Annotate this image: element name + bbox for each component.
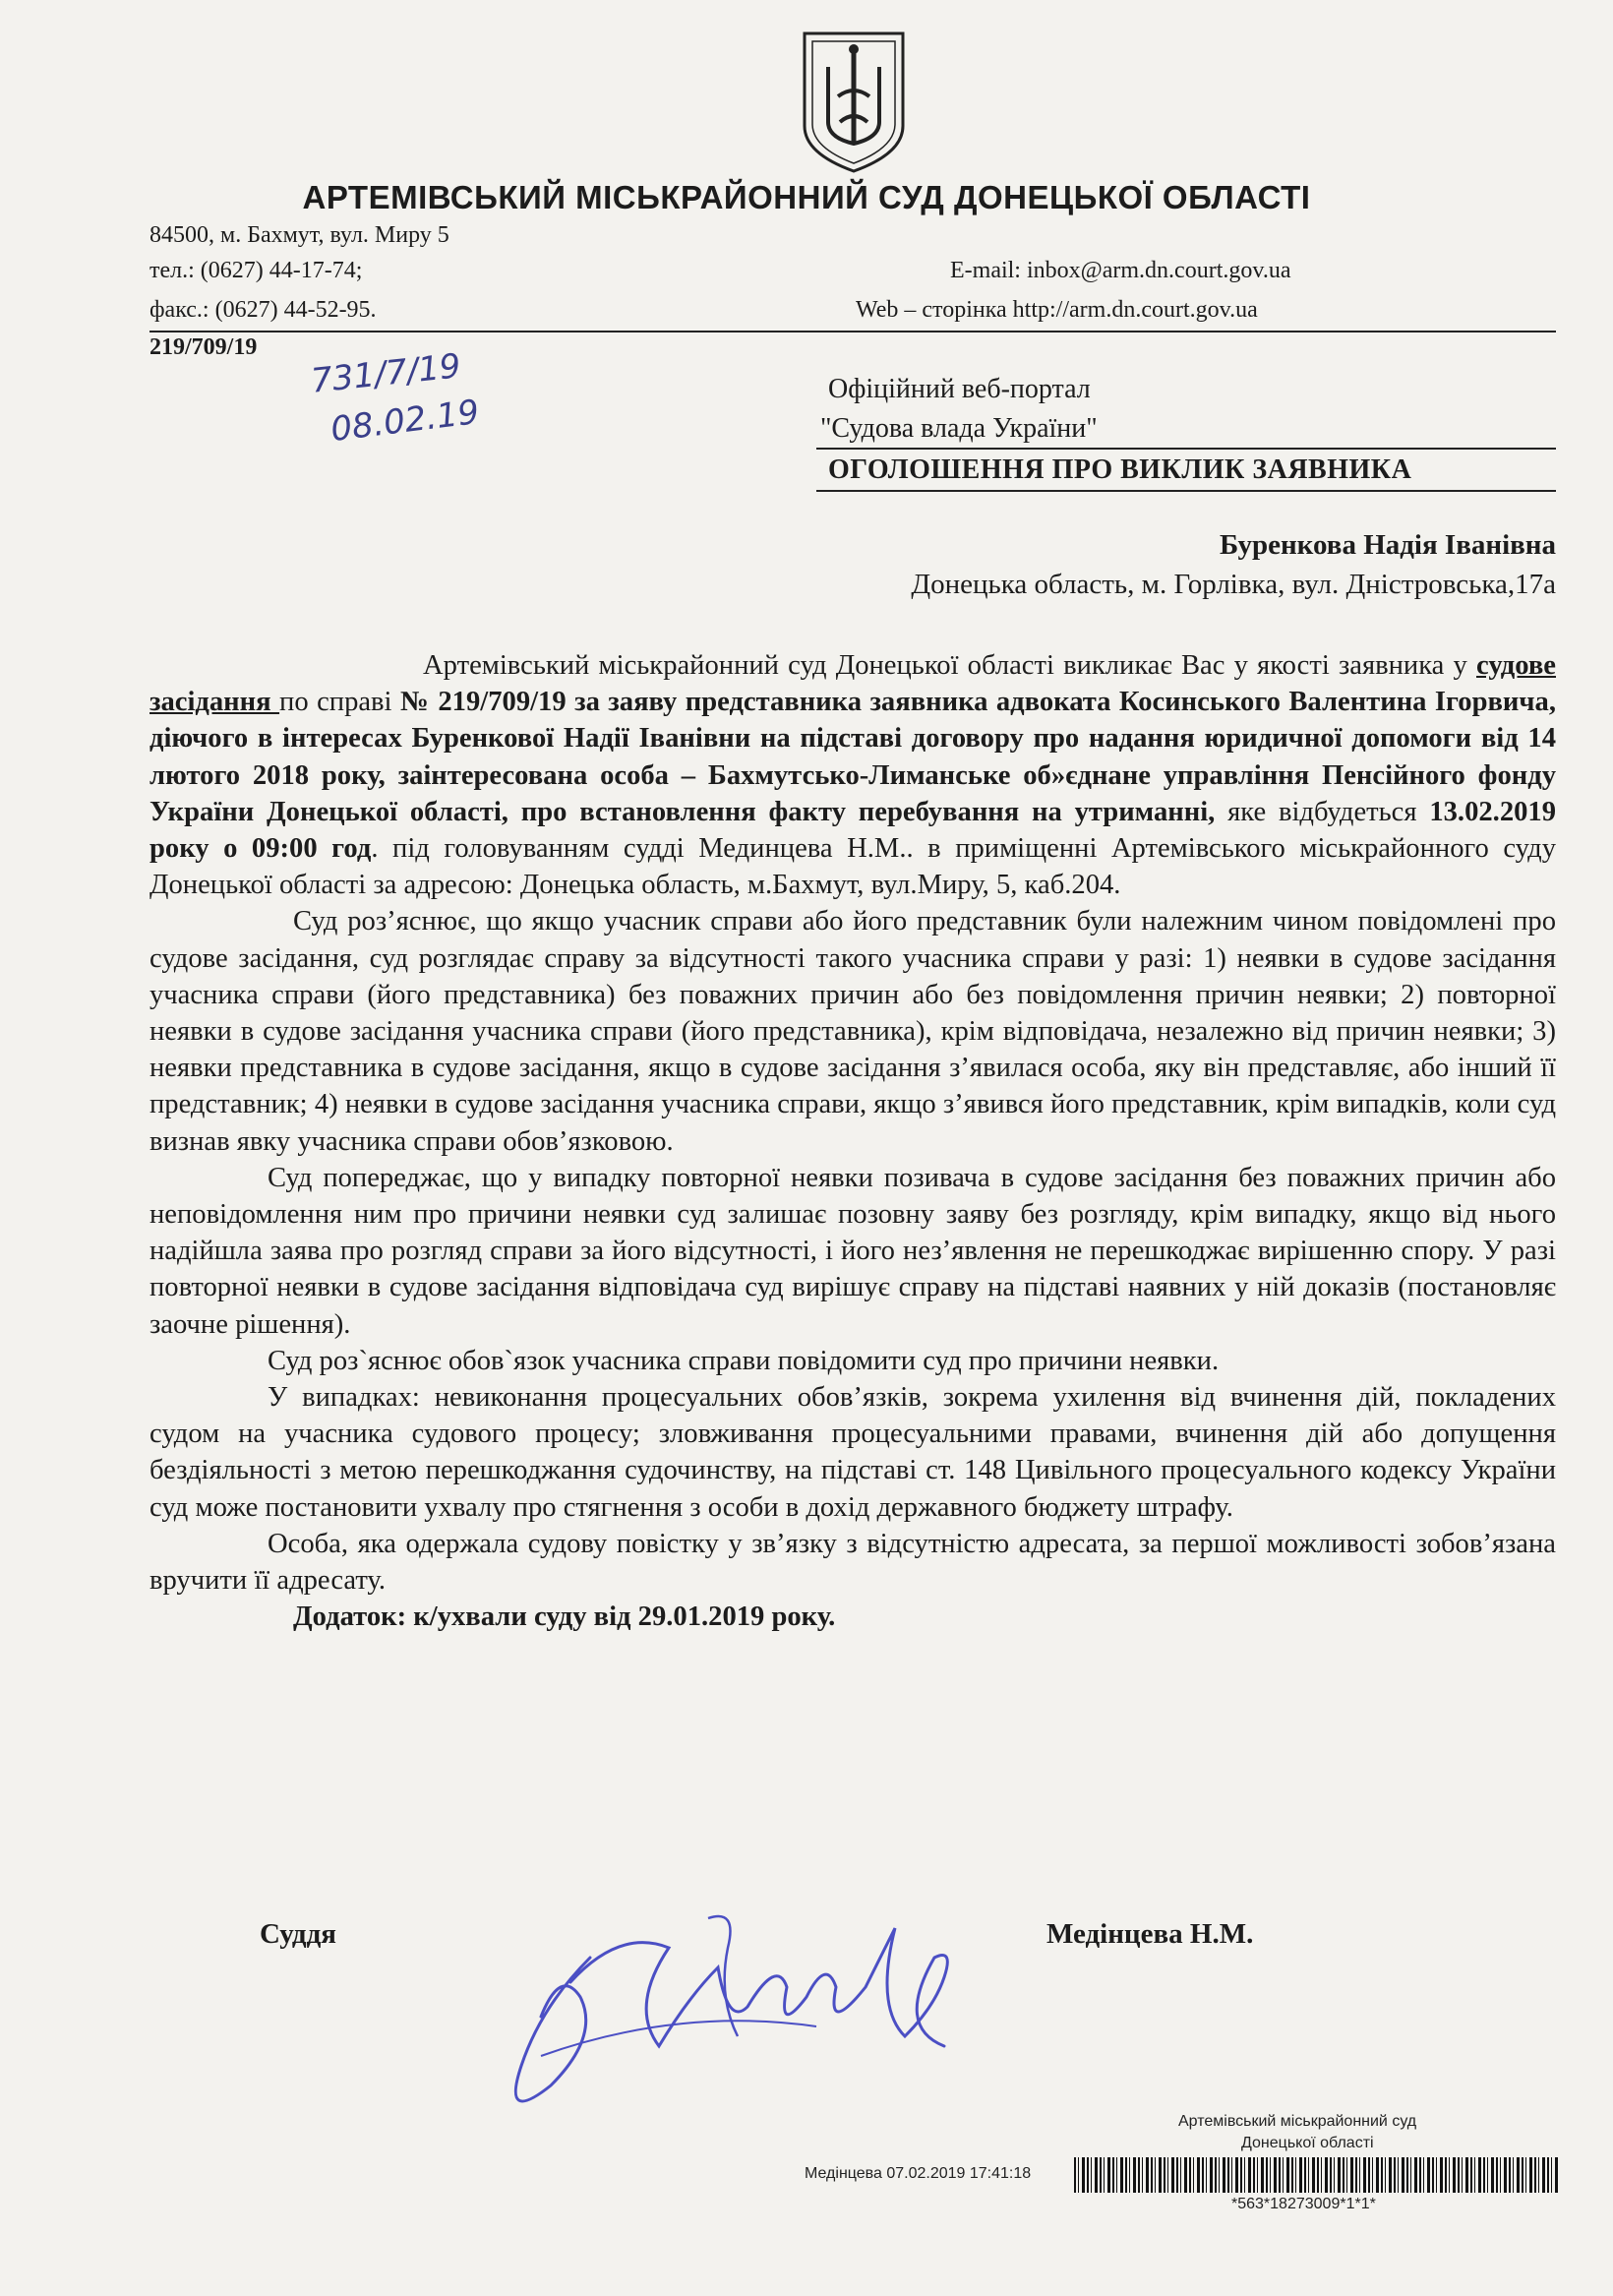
paragraph-warning: Суд попереджає, що у випадку повторної неявки позивача в судове засідання без поважних причин або неповідомлення ним про причини неявки суд залишає позовну заяву без розгляду, крім випадку, якщо від нього надійшла заява про розгляд справи за його відсутності, і його нез’явлення не перешкоджає вирішенню спору. У разі повторної неявки в судове засідання відповідача суд вирішує справу на підставі наявних у ній доказів (постановляє заочне рішення).: [149, 1162, 1556, 1340]
court-website: Web – сторінка http://arm.dn.court.gov.ua: [856, 297, 1258, 323]
signature-name: Медінцева Н.М.: [1046, 1918, 1254, 1950]
court-phone: тел.: (0627) 44-17-74;: [149, 258, 363, 283]
handwritten-registration-number: 731/7/19: [309, 346, 463, 401]
court-session-link-text: судове засідання: [149, 650, 1556, 718]
stamp-signed-by: Медінцева 07.02.2019 17:41:18: [805, 2165, 1032, 2182]
court-address: 84500, м. Бахмут, вул. Миру 5: [149, 222, 449, 248]
title-rule: [816, 490, 1556, 492]
paragraph-summons: Артемівський міськрайонний суд Донецької області викликає Вас у якості заявника у судове засідання по справі № 219/709/19 за заяву представника заявника адвоката Косинського Валентина Ігорвича, діючого в інтересах Буренкової Надії Іванівни на підставі договору про надання юридичної допомоги від 14 лютого 2018 року, заінтересована особа – Бахмутсько-Лиманське об»єднане управління Пенсійного фонду України Донецької області, про встановлення факту перебування на утриманні, яке відбудеться 13.02.2019 року о 09:00 год. під головуванням судді Мединцева Н.М.. в приміщенні Артемівського міськрайонного суду Донецької області за адресою: Донецька область, м.Бахмут, вул.Миру, 5, каб.204.: [149, 650, 1556, 901]
recipient-portal-line2: "Судова влада України": [820, 413, 1098, 444]
portal-rule: [816, 448, 1556, 450]
paragraph-fines: У випадках: невиконання процесуальних обов’язків, зокрема ухилення від вчинення дій, покладених судом на учасника судового процесу; зловживання процесуальними правами, вчинення дій або допущення бездіяльності з метою перешкоджання судочинству, на підставі ст. 148 Цивільного процесуального кодексу України суд може постановити ухвалу про стягнення з особи в дохід державного бюджету штрафу.: [149, 1382, 1556, 1523]
attachment-note: Додаток: к/ухвали суду від 29.01.2019 року.: [293, 1601, 836, 1633]
paragraph-delivery: Особа, яка одержала судову повістку у зв’язку з відсутністю адресата, за першої можливості зобов’язана вручити її адресату.: [149, 1528, 1556, 1597]
case-number: 219/709/19: [149, 334, 258, 360]
signature-role: Суддя: [260, 1918, 336, 1950]
court-fax: факс.: (0627) 44-52-95.: [149, 297, 377, 323]
court-email: E-mail: inbox@arm.dn.court.gov.ua: [950, 258, 1291, 283]
notice-body: [149, 647, 1556, 1635]
paragraph-absence-rules: Суд роз’яснює, що якщо учасник справи або його представник були належним чином повідомлені про судове засідання, суд розглядає справу за відсутності такого учасника справи у разі: 1) неявки в судове засідання учасника справи (його представника) без поважних причин або без повідомлення причин неявки; 2) повторної неявки в судове засідання учасника справи (його представника), крім відповідача, незалежно від причин неявки; 3) неявки представника в судове засідання, якщо в судове засідання з’явилася особа, яку він представляє, або інший її представник; 4) неявки в судове засідання учасника справи, якщо з’явився його представник, крім випадків, коли суд визнав явку учасника справи обов’язковою.: [149, 906, 1556, 1157]
barcode-text: *563*18273009*1*1*: [1231, 2196, 1376, 2212]
notice-title: ОГОЛОШЕННЯ ПРО ВИКЛИК ЗАЯВНИКА: [828, 454, 1412, 485]
coat-of-arms-icon: [799, 28, 909, 175]
paragraph-duty-to-notify: Суд роз`яснює обов`язок учасника справи повідомити суд про причини неявки.: [268, 1345, 1220, 1376]
addressee-address: Донецька область, м. Горлівка, вул. Дністровська,17а: [911, 569, 1556, 600]
case-description: № 219/709/19 за заяву представника заявника адвоката Косинського Валентина Ігорвича, діючого в інтересах Буренкової Надії Іванівни на підставі договору про надання юридичної допомоги від 14 лютого 2018 року, заінтересована особа – Бахмутсько-Лиманське об»єднане управління Пенсійного фонду України Донецької області, про встановлення факту перебування на утриманні,: [149, 687, 1556, 827]
court-name: АРТЕМІВСЬКИЙ МІСЬКРАЙОННИЙ СУД ДОНЕЦЬКОЇ ОБЛАСТІ: [302, 179, 1311, 215]
handwritten-signature: [482, 1889, 993, 2135]
hearing-datetime: 13.02.2019 року о 09:00 год: [149, 796, 1556, 865]
handwritten-date: 08.02.19: [329, 392, 482, 451]
stamp-court-line2: Донецької області: [1241, 2135, 1374, 2151]
barcode: [1074, 2157, 1558, 2193]
stamp-court-line1: Артемівський міськрайонний суд: [1178, 2113, 1417, 2130]
recipient-portal-line1: Офіційний веб-портал: [828, 374, 1091, 404]
addressee-name: Буренкова Надія Іванівна: [1220, 529, 1556, 561]
header-rule: [149, 331, 1556, 332]
